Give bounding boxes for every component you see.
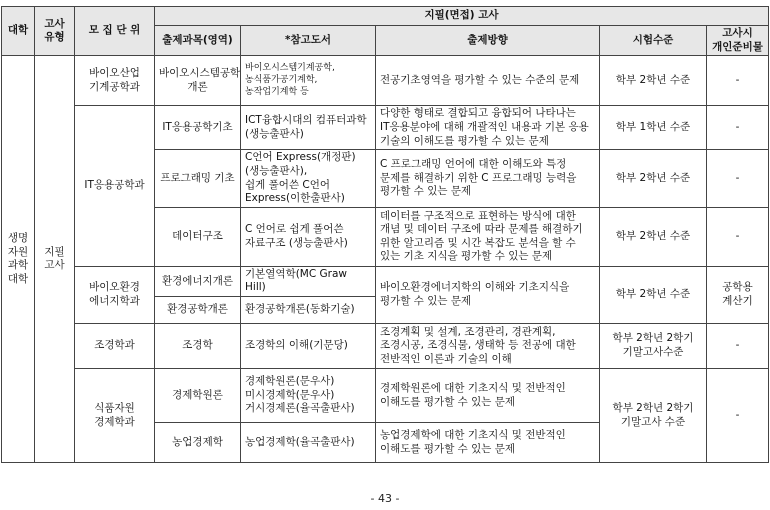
header-group: 지필(면접) 고사 — [155, 7, 769, 26]
personal-cell: - — [707, 56, 769, 106]
level-cell: 학부 2학년 수준 — [600, 150, 707, 208]
subject-cell: 농업경제학 — [155, 423, 241, 463]
level-cell: 학부 2학년 수준 — [600, 56, 707, 106]
direction-cell: 농업경제학에 대한 기초지식 및 전반적인 이해도를 평가할 수 있는 문제 — [376, 423, 600, 463]
direction-cell: 데이터를 구조적으로 표현하는 방식에 대한 개념 및 데이터 구조에 따라 문제를 해결하기 위한 알고리즘 및 시간 복잡도 분석을 할 수 있는 기초 지식을 평가할 수 있는 문제 — [376, 207, 600, 266]
reference-cell: 조경학의 이해(기문당) — [241, 324, 376, 369]
unit-cell: 바이오환경 에너지학과 — [75, 266, 155, 323]
college-cell: 생명 자원 과학 대학 — [2, 56, 35, 463]
direction-cell: 다양한 형태로 결합되고 융합되어 나타나는 IT응용분야에 대해 개괄적인 내용과 기본 응용 기술의 이해도를 평가할 수 있는 문제 — [376, 106, 600, 150]
subject-cell: 환경공학개론 — [155, 297, 241, 324]
personal-cell: - — [707, 324, 769, 369]
personal-cell: - — [707, 207, 769, 266]
reference-cell: 경제학원론(문우사) 미시경제학(문우사) 거시경제론(율곡출판사) — [241, 369, 376, 423]
direction-cell: C 프로그래밍 언어에 대한 이해도와 특정 문제를 해결하기 위한 C 프로그래밍 능력을 평가할 수 있는 문제 — [376, 150, 600, 208]
subject-cell: 데이터구조 — [155, 207, 241, 266]
level-cell: 학부 2학년 수준 — [600, 207, 707, 266]
subject-cell: 프로그래밍 기초 — [155, 150, 241, 208]
header-personal: 고사시 개인준비물 — [707, 26, 769, 56]
level-cell: 학부 2학년 수준 — [600, 266, 707, 323]
subject-cell: 환경에너지개론 — [155, 266, 241, 296]
reference-cell: C 언어로 쉽게 풀어쓴 자료구조 (생능출판사) — [241, 207, 376, 266]
subject-cell: IT응용공학기초 — [155, 106, 241, 150]
header-direction: 출제방향 — [376, 26, 600, 56]
level-cell: 학부 1학년 수준 — [600, 106, 707, 150]
reference-cell: 기본열역학(MC Graw Hill) — [241, 266, 376, 296]
reference-cell: 농업경제학(율곡출판사) — [241, 423, 376, 463]
level-cell: 학부 2학년 2학기 기말고사 수준 — [600, 369, 707, 463]
header-reference: *참고도서 — [241, 26, 376, 56]
unit-cell: 식품자원 경제학과 — [75, 369, 155, 463]
reference-cell: 바이오시스템기계공학, 농식품가공기계학, 농작업기계학 등 — [241, 56, 376, 106]
direction-cell: 경제학원론에 대한 기초지식 및 전반적인 이해도를 평가할 수 있는 문제 — [376, 369, 600, 423]
reference-cell: 환경공학개론(동화기술) — [241, 297, 376, 324]
header-level: 시험수준 — [600, 26, 707, 56]
unit-cell: IT응용공학과 — [75, 106, 155, 267]
unit-cell: 바이오산업 기계공학과 — [75, 56, 155, 106]
page-number: - 43 - — [370, 492, 400, 505]
subject-cell: 조경학 — [155, 324, 241, 369]
exam-info-table — [1, 6, 769, 463]
header-exam-type: 고사 유형 — [35, 7, 75, 56]
unit-cell: 조경학과 — [75, 324, 155, 369]
personal-cell: - — [707, 106, 769, 150]
header-subject: 출제과목(영역) — [155, 26, 241, 56]
exam-type-cell: 지필 고사 — [35, 56, 75, 463]
personal-cell: 공학용 계산기 — [707, 266, 769, 323]
reference-cell: C언어 Express(개정판) (생능출판사), 쉽게 풀어쓴 C언어 Express(이한출판사) — [241, 150, 376, 208]
header-unit: 모 집 단 위 — [75, 7, 155, 56]
direction-cell: 바이오환경에너지학의 이해와 기초지식을 평가할 수 있는 문제 — [376, 266, 600, 323]
direction-cell: 조경계획 및 설계, 조경관리, 경관계획, 조경시공, 조경식물, 생태학 등 전공에 대한 전반적인 이론과 기술의 이해 — [376, 324, 600, 369]
direction-cell: 전공기초영역을 평가할 수 있는 수준의 문제 — [376, 56, 600, 106]
header-college: 대학 — [2, 7, 35, 56]
reference-cell: ICT융합시대의 컴퓨터과학 (생능출판사) — [241, 106, 376, 150]
subject-cell: 바이오시스템공학 개론 — [155, 56, 241, 106]
personal-cell: - — [707, 369, 769, 463]
personal-cell: - — [707, 150, 769, 208]
subject-cell: 경제학원론 — [155, 369, 241, 423]
level-cell: 학부 2학년 2학기 기말고사수준 — [600, 324, 707, 369]
